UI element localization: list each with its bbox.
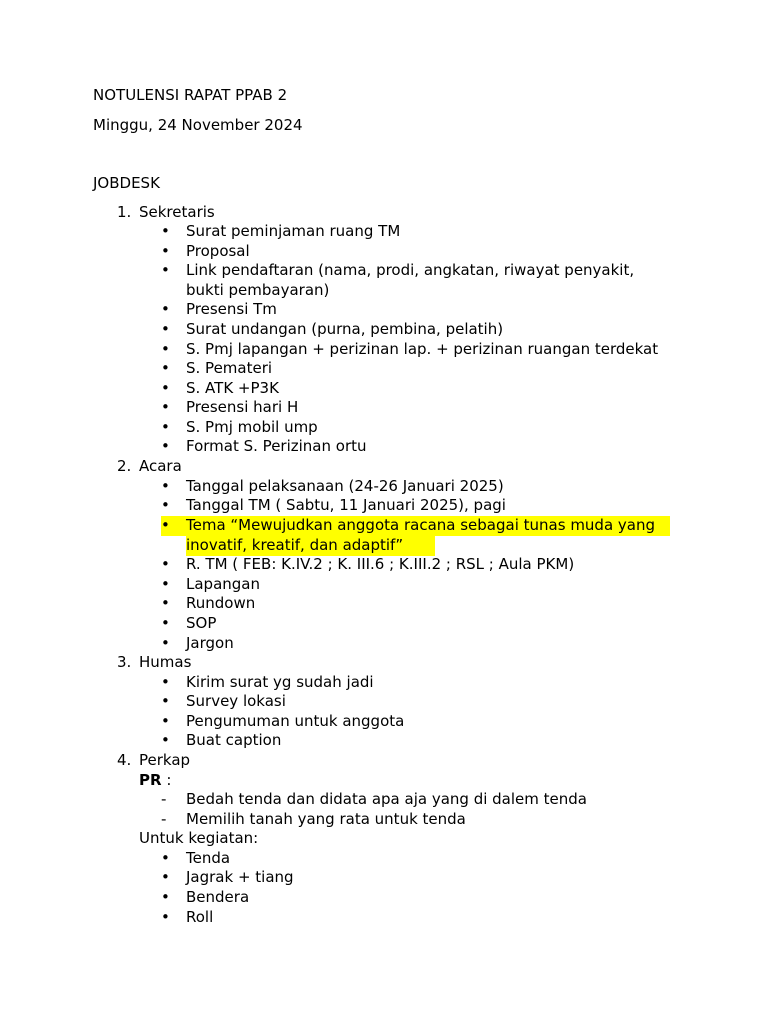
bullet-icon: • [161, 516, 170, 534]
bullet-icon: • [161, 594, 170, 612]
bullet-icon: • [161, 398, 170, 416]
pr-colon: : [161, 771, 172, 789]
bullet-icon: • [161, 908, 170, 926]
list-number: 3. [117, 653, 132, 671]
document-date: Minggu, 24 November 2024 [93, 116, 303, 134]
pr-item: Bedah tenda dan didata apa aja yang di dalem tenda [186, 790, 587, 808]
list-item: S. Pemateri [186, 359, 273, 377]
bullet-icon: • [161, 692, 170, 710]
list-item: Jagrak + tiang [186, 868, 294, 886]
list-item: Tanggal pelaksanaan (24-26 Januari 2025) [186, 477, 504, 495]
bullet-icon: • [161, 575, 170, 593]
untuk-kegiatan-heading: Untuk kegiatan: [139, 829, 259, 847]
bullet-icon: • [161, 555, 170, 573]
list-item: Bendera [186, 888, 250, 906]
list-item: Tanggal TM ( Sabtu, 11 Januari 2025), pagi [186, 496, 506, 514]
bullet-icon: • [161, 634, 170, 652]
list-number: 2. [117, 457, 132, 475]
bullet-icon: • [161, 340, 170, 358]
list-item: SOP [186, 614, 217, 632]
list-number: 4. [117, 751, 132, 769]
list-item: Link pendaftaran (nama, prodi, angkatan, riwayat penyakit, [186, 261, 635, 279]
highlighted-theme: Tema “Mewujudkan anggota racana sebagai tunas muda yang [186, 516, 656, 534]
list-item: Tenda [186, 849, 231, 867]
pr-heading [139, 771, 171, 791]
bullet-icon: • [161, 731, 170, 749]
bullet-icon: • [161, 477, 170, 495]
list-item: Lapangan [186, 575, 260, 593]
bullet-icon: • [161, 437, 170, 455]
list-item: R. TM ( FEB: K.IV.2 ; K. III.6 ; K.III.2 ; RSL ; Aula PKM) [186, 555, 575, 573]
list-item: Proposal [186, 242, 250, 260]
list-item: S. Pmj mobil ump [186, 418, 318, 436]
bullet-icon: • [161, 418, 170, 436]
bullet-icon: • [161, 261, 170, 279]
list-item: Presensi hari H [186, 398, 299, 416]
list-item-label: Acara [139, 457, 182, 475]
list-item: Rundown [186, 594, 256, 612]
list-item-label: Sekretaris [139, 203, 215, 221]
list-item-label: Perkap [139, 751, 191, 769]
list-item: Pengumuman untuk anggota [186, 712, 405, 730]
list-item-label: Humas [139, 653, 192, 671]
bullet-icon: • [161, 888, 170, 906]
bullet-icon: • [161, 614, 170, 632]
bullet-icon: • [161, 868, 170, 886]
list-item: S. ATK +P3K [186, 379, 279, 397]
list-item: Kirim surat yg sudah jadi [186, 673, 374, 691]
bullet-icon: • [161, 849, 170, 867]
bullet-icon: • [161, 379, 170, 397]
dash-icon: - [161, 790, 167, 808]
list-number: 1. [117, 203, 132, 221]
highlighted-theme-continuation: inovatif, kreatif, dan adaptif” [186, 536, 404, 554]
bullet-icon: • [161, 320, 170, 338]
list-item: Survey lokasi [186, 692, 286, 710]
bullet-icon: • [161, 359, 170, 377]
list-item: Presensi Tm [186, 300, 277, 318]
bullet-icon: • [161, 222, 170, 240]
bullet-icon: • [161, 496, 170, 514]
bullet-icon: • [161, 673, 170, 691]
bullet-icon: • [161, 242, 170, 260]
list-item: Format S. Perizinan ortu [186, 437, 367, 455]
pr-label: PR [139, 771, 162, 789]
list-item: Surat peminjaman ruang TM [186, 222, 401, 240]
document-title: NOTULENSI RAPAT PPAB 2 [93, 86, 288, 104]
list-item: Roll [186, 908, 214, 926]
bullet-icon: • [161, 712, 170, 730]
list-item: S. Pmj lapangan + perizinan lap. + perizinan ruangan terdekat [186, 340, 659, 358]
list-item: Jargon [186, 634, 234, 652]
bullet-icon: • [161, 300, 170, 318]
list-item: Surat undangan (purna, pembina, pelatih) [186, 320, 504, 338]
section-heading: JOBDESK [93, 174, 160, 192]
dash-icon: - [161, 810, 167, 828]
list-item-continuation: bukti pembayaran) [186, 281, 330, 299]
list-item: Buat caption [186, 731, 282, 749]
pr-item: Memilih tanah yang rata untuk tenda [186, 810, 466, 828]
